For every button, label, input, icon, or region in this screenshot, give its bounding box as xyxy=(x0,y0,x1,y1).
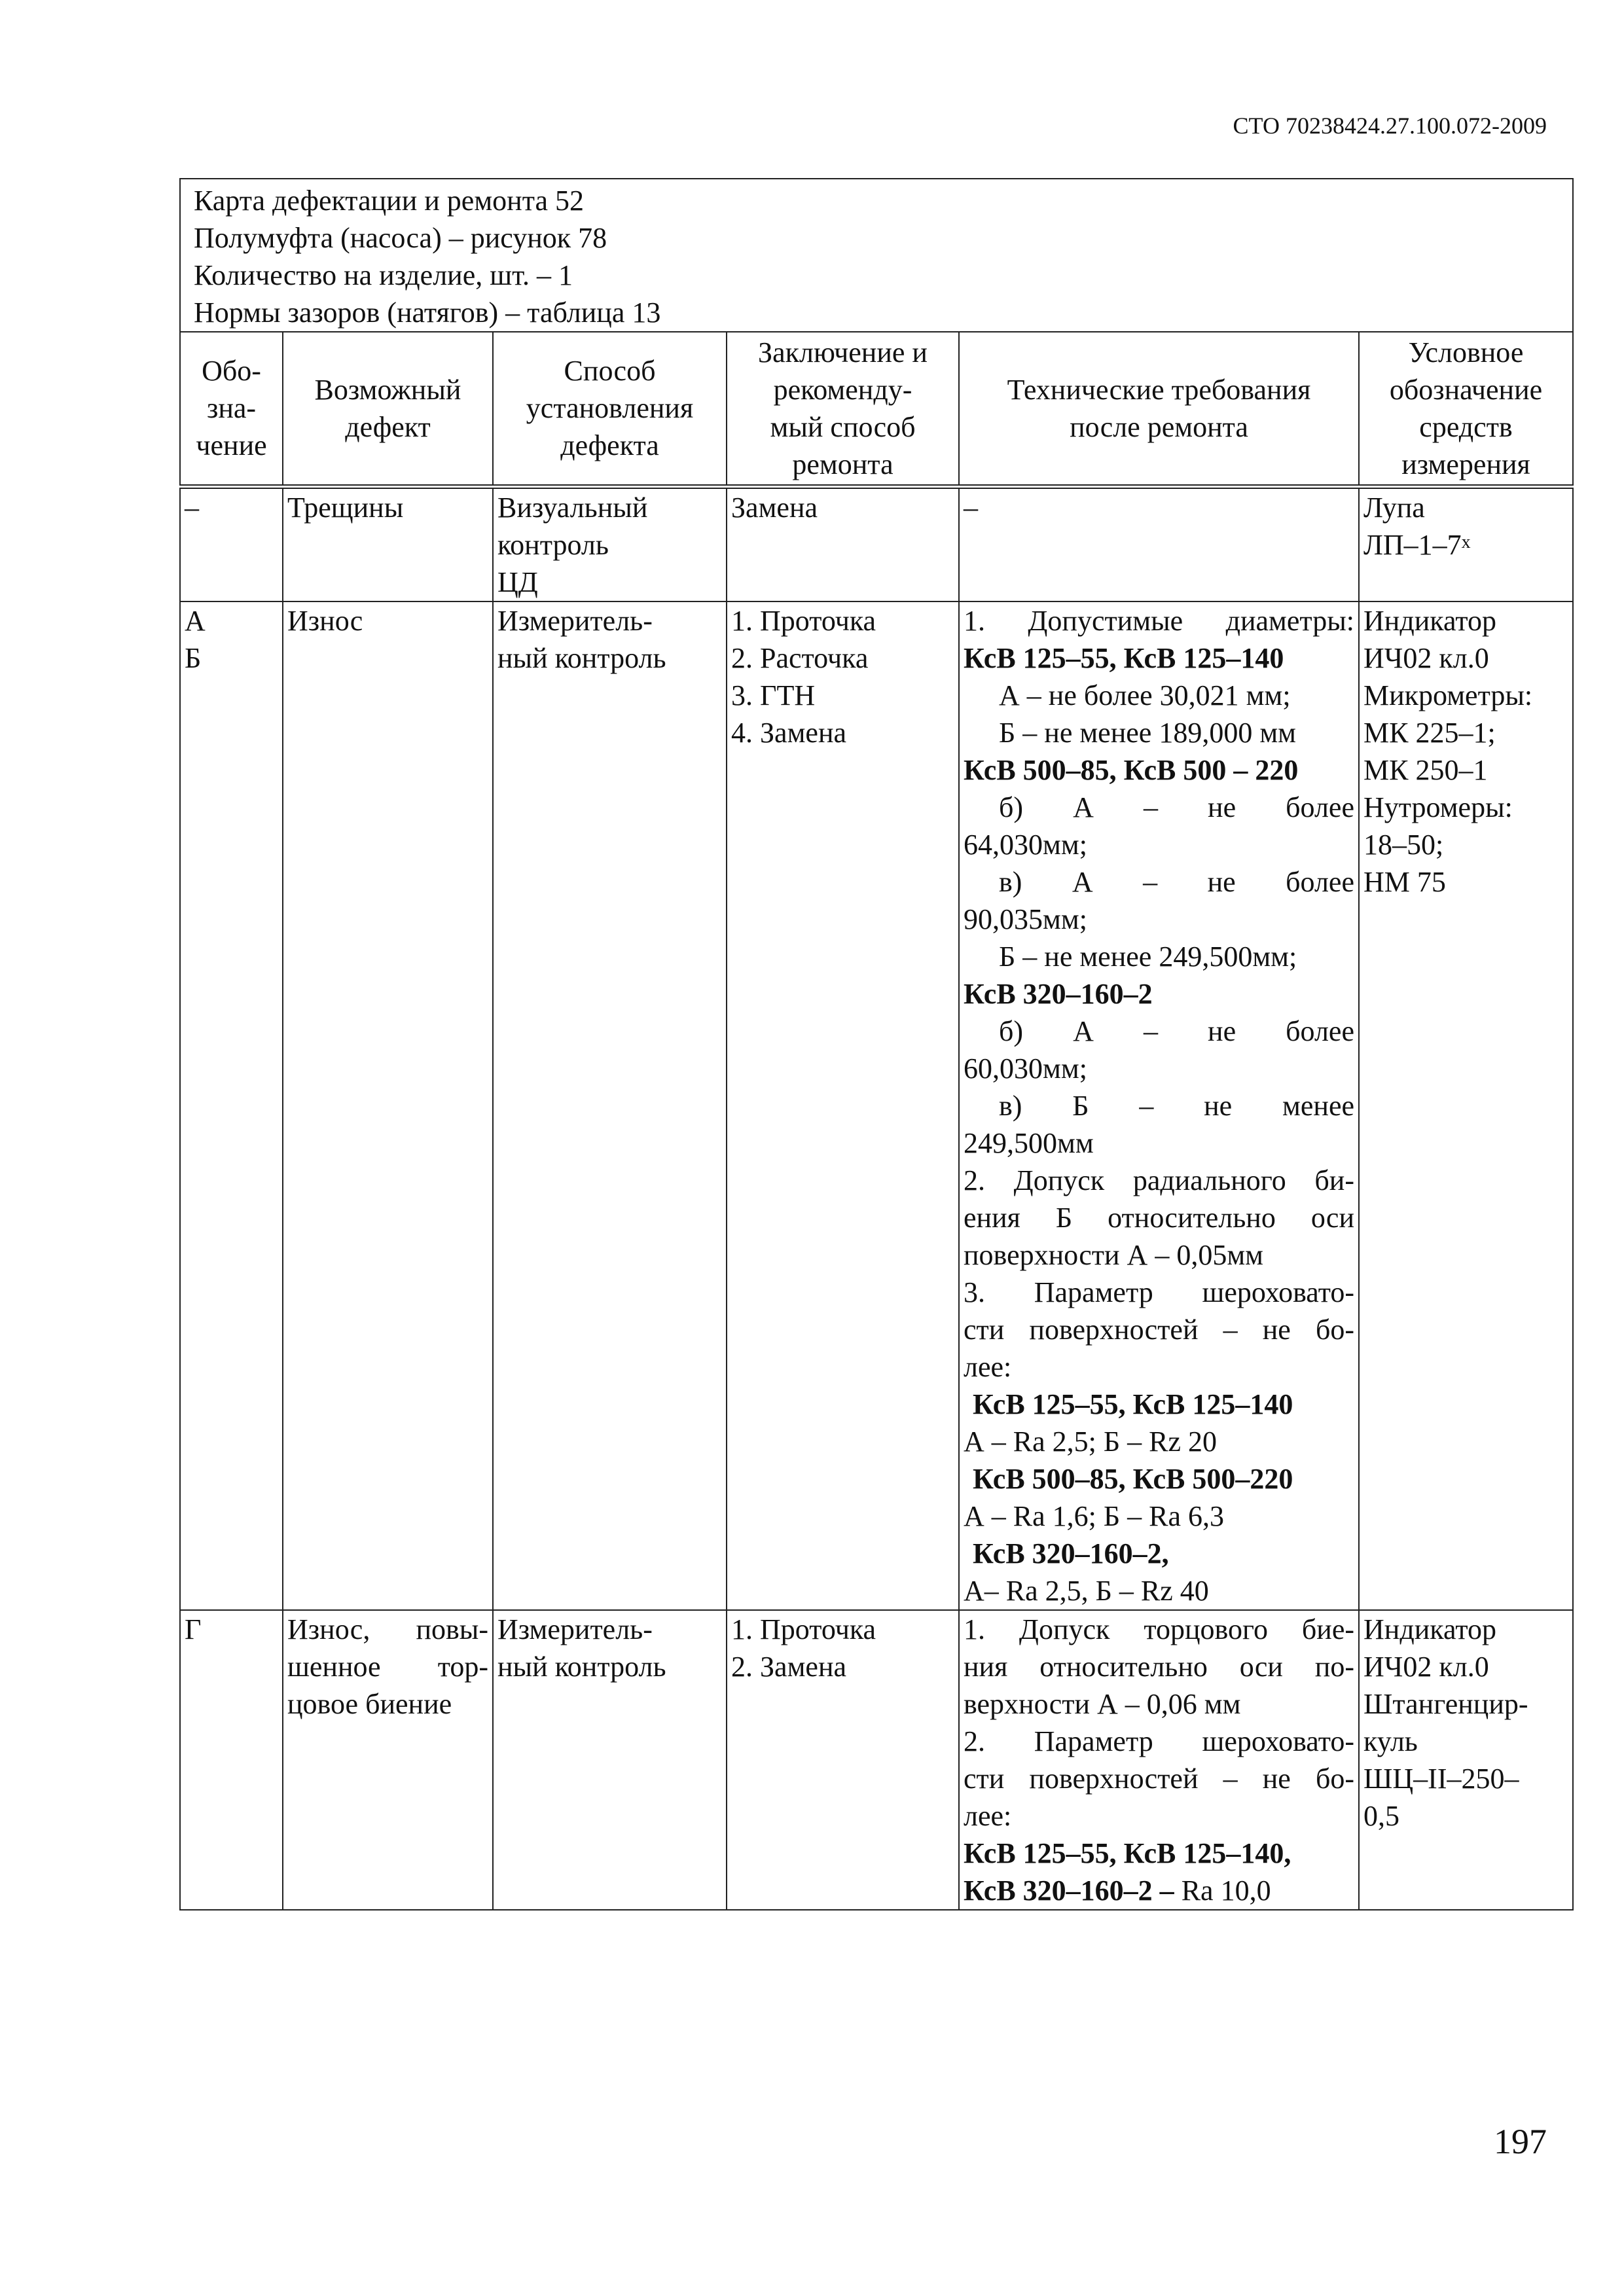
card-header xyxy=(180,179,1573,332)
cell-requirements: 1. Допуск торцового бие- ния относительно оси по- верхности А – 0,06 мм 2. Параметр шероховато- сти поверхностей – не бо- лее: КсВ 125–55, КсВ 125–140, КсВ 320–160–2 – Ra 10,0 xyxy=(959,1610,1359,1910)
cell-defect: Износ, повы- шенное тор- цовое биение xyxy=(283,1610,493,1910)
defect-repair-card-table xyxy=(179,178,1574,1910)
col-header-repair: Заключение и рекоменду- мый способ ремонта xyxy=(727,332,959,486)
col-header-defect: Возможный дефект xyxy=(283,332,493,486)
cell-requirements: – xyxy=(959,486,1359,601)
cell-tools: Индикатор ИЧ02 кл.0 Штангенцир- куль ШЦ–II–250– 0,5 xyxy=(1359,1610,1573,1910)
document-code: СТО 70238424.27.100.072-2009 xyxy=(1233,113,1547,139)
cell-requirements: 1. Допустимые диаметры: КсВ 125–55, КсВ 125–140 А – не более 30,021 мм; Б – не менее 189,000 мм КсВ 500–85, КсВ 500 – 220 б) А – не более 64,030мм; в) А – не более 90,035мм; Б – не менее 249,500мм; КсВ 320–160–2 б) А – не более 60,030мм; в) Б – не менее 249,500мм 2. Допуск радиального би- ения Б относительно оси поверхности А – 0,05мм 3. Параметр шероховато- сти поверхностей – не бо- лее: КсВ 125–55, КсВ 125–140 А – Ra 2,5; Б – Rz 20 КсВ 500–85, КсВ 500–220 А – Ra 1,6; Б – Ra 6,3 КсВ 320–160–2, А– Ra 2,5, Б – Rz 40 xyxy=(959,601,1359,1610)
quantity-per-item: Количество на изделие, шт. – 1 xyxy=(194,259,573,291)
cell-defect: Износ xyxy=(283,601,493,1610)
cell-tools: Лупа $ЛП-1-7^х$ xyxy=(1359,486,1573,601)
cell-method: Измеритель- ный контроль xyxy=(493,1610,727,1910)
cell-designation: Г xyxy=(180,1610,283,1910)
card-header-row xyxy=(180,179,1573,332)
cell-tools: Индикатор ИЧ02 кл.0 Микрометры: МК 225–1; МК 250–1 Нутромеры: 18–50; НМ 75 xyxy=(1359,601,1573,1610)
part-name: Полумуфта (насоса) – рисунок 78 xyxy=(194,222,607,254)
cell-repair: 1. Проточка 2. Замена xyxy=(727,1610,959,1910)
col-header-designation: Обо- зна- чение xyxy=(180,332,283,486)
col-header-tools: Условное обозначение средств измерения xyxy=(1359,332,1573,486)
col-header-requirements: Технические требования после ремонта xyxy=(959,332,1359,486)
superscript: х xyxy=(1461,531,1471,552)
cell-defect: Трещины xyxy=(283,486,493,601)
table-row xyxy=(180,486,1573,601)
clearance-norms: Нормы зазоров (натягов) – таблица 13 xyxy=(194,296,661,329)
table-row xyxy=(180,1610,1573,1910)
col-header-method: Способ установления дефекта xyxy=(493,332,727,486)
cell-designation: – xyxy=(180,486,283,601)
cell-method: Измеритель- ный контроль xyxy=(493,601,727,1610)
cell-designation: А Б xyxy=(180,601,283,1610)
table-row xyxy=(180,601,1573,1610)
cell-repair: 1. Проточка 2. Расточка 3. ГТН 4. Замена xyxy=(727,601,959,1610)
cell-repair: Замена xyxy=(727,486,959,601)
page-number: 197 xyxy=(1494,2122,1547,2161)
cell-method: Визуальный контроль ЦД xyxy=(493,486,727,601)
column-headers xyxy=(180,332,1573,486)
card-title: Карта дефектации и ремонта 52 xyxy=(194,185,584,217)
